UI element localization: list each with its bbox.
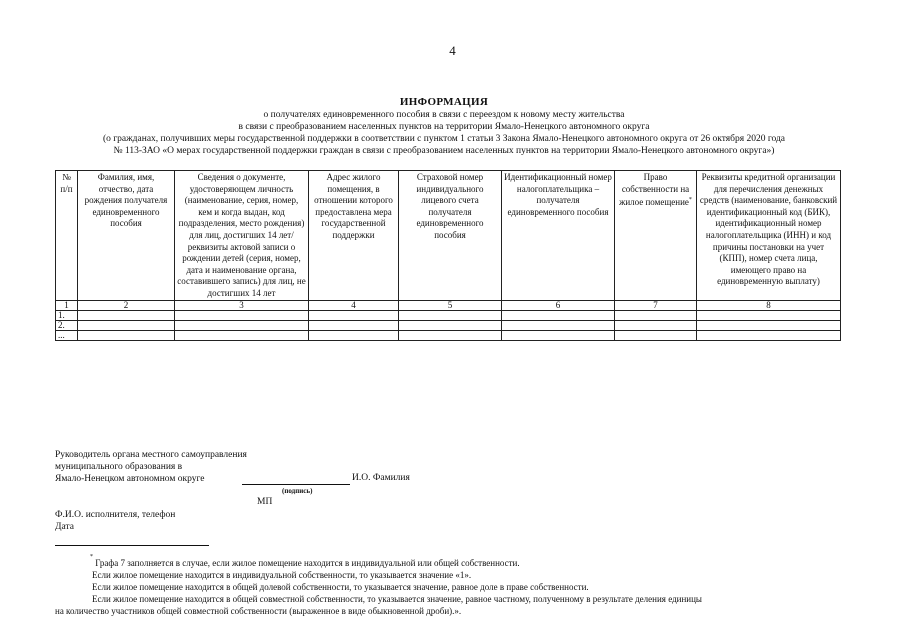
column-number: 3 — [175, 300, 309, 310]
signer-title-line-1: Руководитель органа местного самоуправления — [55, 450, 247, 460]
header-cell-6: Идентификационный номер налогоплательщика – получателя единовременного пособия — [502, 171, 615, 301]
table-cell — [697, 330, 841, 340]
footnote-line-1 — [90, 556, 520, 569]
table-cell — [615, 330, 697, 340]
table-cell — [309, 320, 399, 330]
column-number: 1 — [56, 300, 78, 310]
table-cell — [697, 320, 841, 330]
recipients-table — [55, 170, 841, 341]
column-number: 4 — [309, 300, 399, 310]
footnote-text-1: Графа 7 заполняется в случае, если жилое помещение находится в индивидуальной или общей собственности. — [95, 558, 520, 568]
table-cell — [697, 310, 841, 320]
row-number: 1. — [56, 310, 78, 320]
header-cell-1: № п/п — [56, 171, 78, 301]
table-row — [56, 320, 841, 330]
header-row — [56, 171, 841, 301]
footnote-line-3: Если жилое помещение находится в общей долевой собственности, то указывается значение, равное доле в праве собственности. — [92, 582, 589, 592]
table-cell — [502, 330, 615, 340]
column-number-row — [56, 300, 841, 310]
header-cell-4: Адрес жилого помещения, в отношении которого предоставлена мера государственной поддержки — [309, 171, 399, 301]
table-cell — [399, 320, 502, 330]
signer-title-line-2: муниципального образования в — [55, 462, 183, 472]
row-number: 2. — [56, 320, 78, 330]
footnote-divider — [55, 545, 209, 546]
column-number: 2 — [78, 300, 175, 310]
signature-line — [242, 484, 350, 485]
header-cell-7-text: Право собственности на жилое помещение — [619, 172, 690, 208]
table-cell — [309, 330, 399, 340]
header-footnote-mark: * — [688, 197, 692, 204]
signature-note: (подпись) — [282, 487, 313, 495]
table-cell — [309, 310, 399, 320]
header-cell-8: Реквизиты кредитной организации для перечисления денежных средств (наименование, банковский идентификационный код (БИК), идентификационный номер налогоплательщика (ИНН) и код причины постановки на учет (КПП), номер счета лица, имеющего право на единовременную выплату) — [697, 171, 841, 301]
header-cell-5: Страховой номер индивидуального лицевого счета получателя единовременного пособия — [399, 171, 502, 301]
table-cell — [615, 310, 697, 320]
signer-title-line-3: Ямало-Ненецком автономном округе — [55, 474, 205, 484]
subtitle-line-2: в связи с преобразованием населенных пунктов на территории Ямало-Ненецкого автономного округа — [238, 122, 650, 132]
table-cell — [78, 320, 175, 330]
table-cell — [175, 330, 309, 340]
column-number: 6 — [502, 300, 615, 310]
table-row — [56, 330, 841, 340]
footnote-mark: * — [90, 554, 93, 560]
table-cell — [502, 310, 615, 320]
subtitle-line-3: (о гражданах, получивших меры государственной поддержки в соответствии с пунктом 1 статьи 3 Закона Ямало-Ненецкого автономного округа от 26 октября 2020 года — [102, 134, 786, 144]
table-cell — [399, 330, 502, 340]
header-cell-7 — [615, 171, 697, 301]
subtitle-line-1: о получателях единовременного пособия в связи с переездом к новому месту жительства — [263, 110, 625, 120]
footnote-line-5: на количество участников общей совместной собственности (выраженное в виде обыкновенной дроби).». — [55, 606, 462, 616]
table-cell — [78, 330, 175, 340]
header-cell-3: Сведения о документе, удостоверяющем личность (наименование, серия, номер, кем и когда выдан, код подразделения, место рождения) для лиц, достигших 14 лет/ реквизиты актовой записи о рождении детей (серия, номер, дата и наименование органа, составившего запись) для лиц, не достигших 14 лет — [175, 171, 309, 301]
column-number: 8 — [697, 300, 841, 310]
table-cell — [502, 320, 615, 330]
signer-name: И.О. Фамилия — [352, 473, 410, 483]
executor-label: Ф.И.О. исполнителя, телефон — [55, 510, 176, 520]
table-cell — [78, 310, 175, 320]
footnote-line-4: Если жилое помещение находится в общей совместной собственности, то указывается значение, равное частному, полученному в результате деления единицы — [92, 594, 702, 604]
date-label: Дата — [55, 522, 74, 532]
stamp-label: МП — [257, 497, 273, 507]
column-number: 5 — [399, 300, 502, 310]
footnote-line-2: Если жилое помещение находится в индивидуальной собственности, то указывается значение «1». — [92, 570, 472, 580]
table-cell — [175, 310, 309, 320]
page-number: 4 — [449, 43, 456, 58]
document-title: ИНФОРМАЦИЯ — [399, 96, 489, 108]
table-cell — [175, 320, 309, 330]
table-row — [56, 310, 841, 320]
row-number: ... — [56, 330, 78, 340]
header-cell-2: Фамилия, имя, отчество, дата рождения получателя единовременного пособия — [78, 171, 175, 301]
table-cell — [399, 310, 502, 320]
column-number: 7 — [615, 300, 697, 310]
subtitle-line-4: № 113-ЗАО «О мерах государственной поддержки граждан в связи с преобразованием населенных пунктов на территории Ямало-Ненецкого автономного округа») — [113, 146, 775, 156]
table-cell — [615, 320, 697, 330]
